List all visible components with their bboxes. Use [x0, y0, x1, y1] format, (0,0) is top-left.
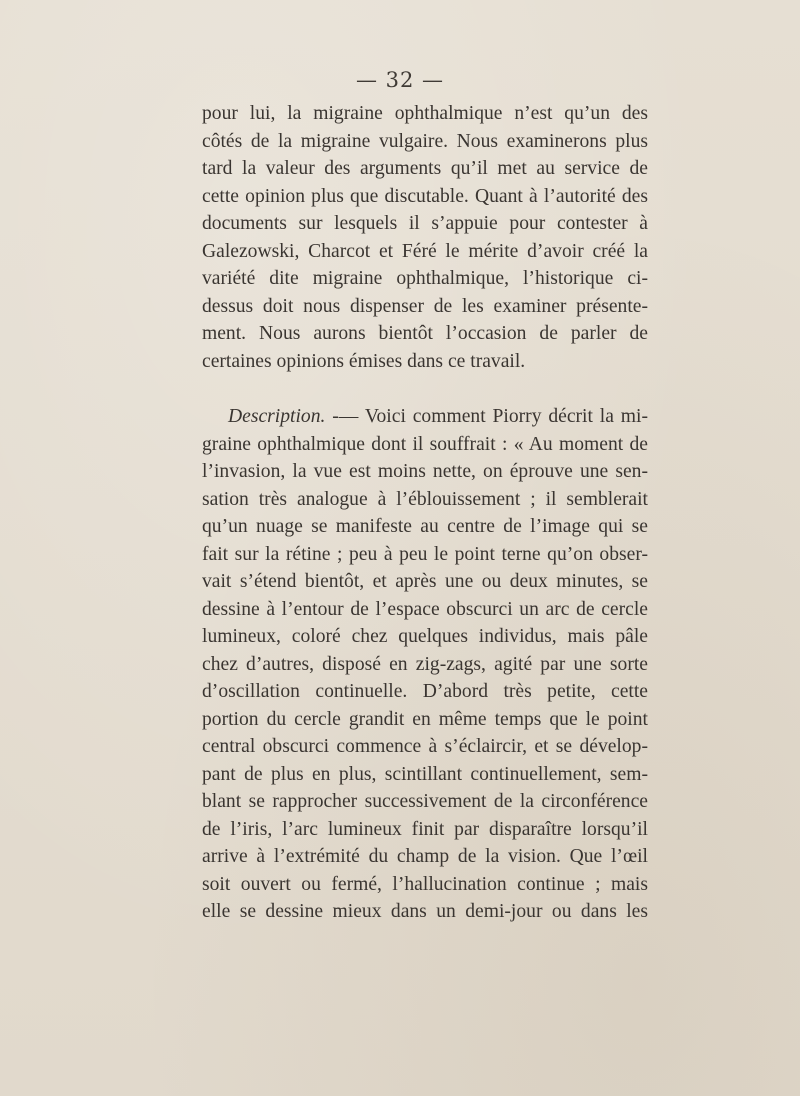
- text-line: elle se dessine mieux dans un demi-jour ou dans les: [202, 901, 648, 922]
- text-line: vait s’étend bientôt, et après une ou deux minutes, se: [202, 571, 648, 592]
- section-heading: Description.: [228, 406, 326, 427]
- paragraph-1: [202, 100, 648, 375]
- text-line: lumineux, coloré chez quelques individus, mais pâle: [202, 626, 648, 647]
- text-line: sation très analogue à l’éblouissement ; il semblerait: [202, 488, 648, 510]
- text-line: graine ophthalmique dont il souffrait : « Au moment de: [202, 433, 648, 455]
- paragraph-gap: [202, 375, 648, 403]
- text-line: pour lui, la migraine ophthalmique n’est qu’un des: [202, 103, 648, 124]
- text-line: variété dite migraine ophthalmique, l’historique ci-: [202, 268, 648, 289]
- text-line: tard la valeur des arguments qu’il met au service de: [202, 158, 648, 179]
- text-line: dessine à l’entour de l’espace obscurci un arc de cercle: [202, 598, 648, 620]
- text-line: l’invasion, la vue est moins nette, on éprouve une sen-: [202, 461, 648, 482]
- text-line: [202, 403, 648, 431]
- text-line: côtés de la migraine vulgaire. Nous examinerons plus: [202, 130, 648, 152]
- text-line: d’oscillation continuelle. D’abord très petite, cette: [202, 681, 648, 702]
- text-line: arrive à l’extrémité du champ de la vision. Que l’œil: [202, 846, 648, 867]
- text-line: cette opinion plus que discutable. Quant à l’autorité des: [202, 185, 648, 207]
- text-line: certaines opinions émises dans ce travail.: [202, 350, 526, 372]
- heading-line-rest: -— Voici comment Piorry décrit la mi-: [325, 406, 648, 427]
- text-line: documents sur lesquels il s’appuie pour contester à: [202, 213, 648, 234]
- body-text: [202, 100, 648, 926]
- text-line: pant de plus en plus, scintillant continuellement, sem-: [202, 763, 648, 785]
- text-line: portion du cercle grandit en même temps que le point: [202, 708, 648, 730]
- text-line: Galezowski, Charcot et Féré le mérite d’avoir créé la: [202, 240, 648, 262]
- text-line: qu’un nuage se manifeste au centre de l’image qui se: [202, 516, 648, 537]
- text-line: soit ouvert ou fermé, l’hallucination continue ; mais: [202, 873, 648, 895]
- paragraph-2: [202, 403, 648, 926]
- page-number: — 32 —: [355, 68, 445, 92]
- text-line: dessus doit nous dispenser de les examiner présente-: [202, 295, 648, 317]
- text-line: de l’iris, l’arc lumineux finit par disparaître lorsqu’il: [202, 818, 648, 840]
- text-line: chez d’autres, disposé en zig-zags, agité par une sorte: [202, 653, 648, 675]
- text-line: blant se rapprocher successivement de la circonférence: [202, 791, 648, 812]
- text-line: central obscurci commence à s’éclaircir, et se dévelop-: [202, 736, 648, 757]
- text-line: ment. Nous aurons bientôt l’occasion de parler de: [202, 323, 648, 344]
- text-line: fait sur la rétine ; peu à peu le point terne qu’on obser-: [202, 543, 648, 565]
